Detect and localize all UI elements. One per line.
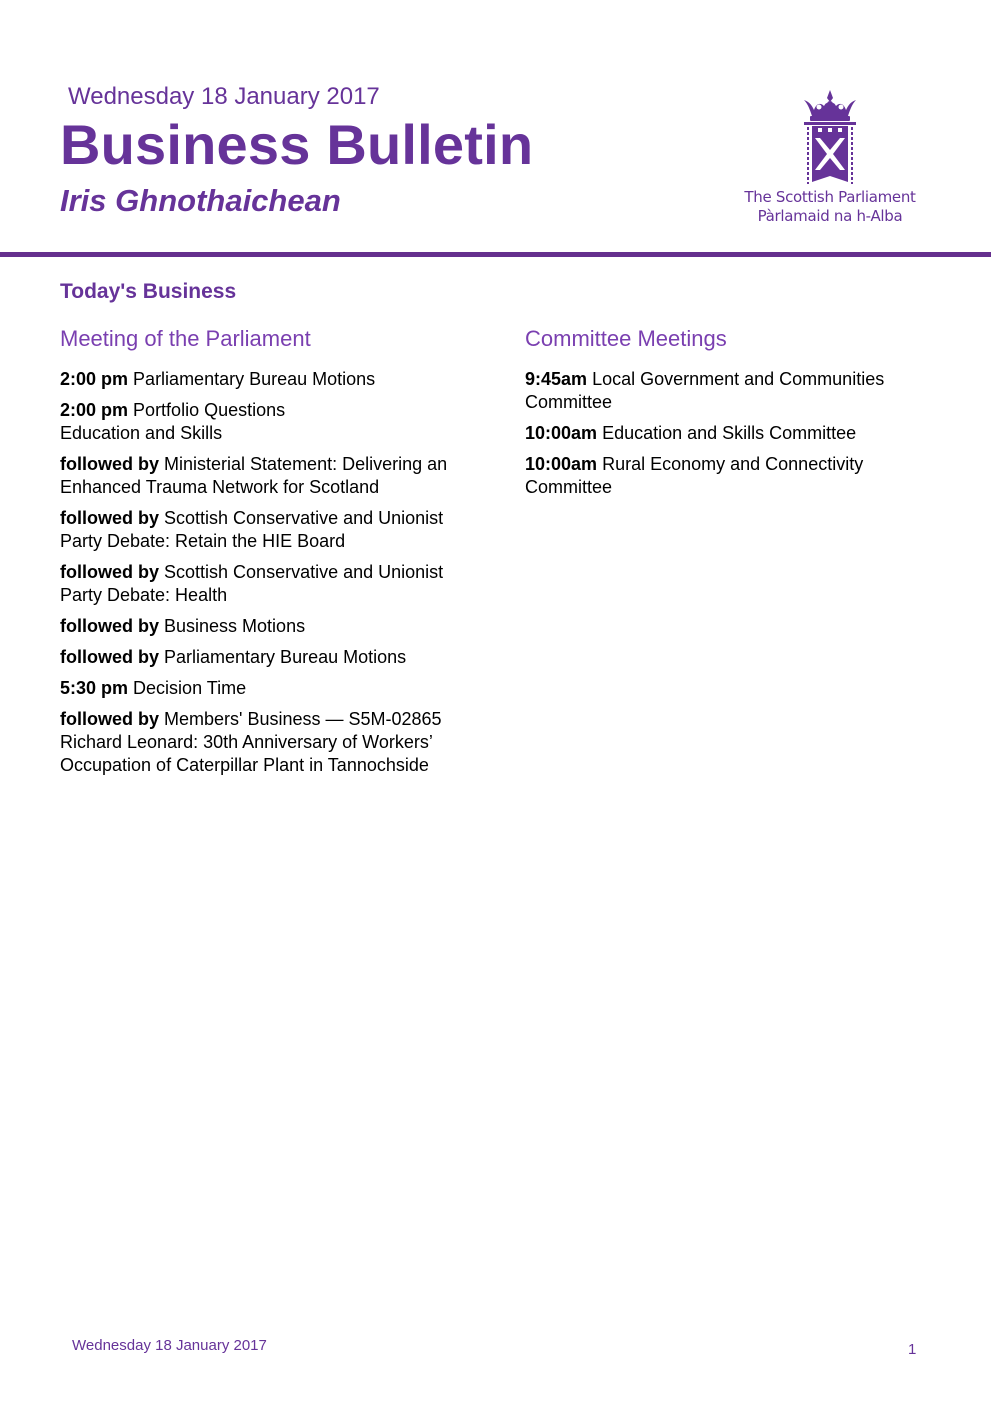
header-divider [0,252,991,257]
committee-item-name: Education and Skills Committee [602,423,857,443]
agenda-item [60,615,480,638]
committee-item [525,368,945,414]
committee-item-name: Rural Economy and Connectivity Committee [525,454,864,497]
page-title: Business Bulletin [60,113,534,176]
agenda-item [60,561,480,607]
agenda-item-text: Parliamentary Bureau Motions [164,647,407,667]
footer-date: Wednesday 18 January 2017 [72,1337,267,1354]
agenda-item [60,507,480,553]
agenda-item-time: 5:30 pm [60,678,129,698]
committee-item [525,453,945,499]
agenda-item-text: Portfolio Questions [133,400,286,420]
agenda-item-time: 2:00 pm [60,400,129,420]
parliament-logo [740,88,920,233]
todays-business-title: Today's Business [60,280,237,303]
committee-item-time: 10:00am [525,423,598,443]
logo-text-gaelic: Pàrlamaid na h-Alba [757,207,903,225]
agenda-item [60,453,480,499]
agenda-item-time: 2:00 pm [60,369,129,389]
agenda-item-lead: followed by [60,454,159,474]
agenda-item-lead: followed by [60,562,159,582]
agenda-item [60,646,480,669]
agenda-item [60,399,480,445]
committee-item-name: Local Government and Communities Committee [525,369,885,412]
agenda-item-text: Scottish Conservative and Unionist Party Debate: Retain the HIE Board [60,508,444,551]
agenda-item-text: Decision Time [133,678,247,698]
page-subtitle: Iris Ghnothaichean [60,183,341,218]
agenda-item-lead: followed by [60,647,159,667]
agenda-item-lead: followed by [60,709,159,729]
committee-item-time: 10:00am [525,454,598,474]
agenda-item-lead: followed by [60,508,159,528]
meeting-of-parliament-heading: Meeting of the Parliament [60,326,311,351]
committee-meetings-column [525,325,945,507]
agenda-item-text: Parliamentary Bureau Motions [133,369,376,389]
agenda-item [60,677,480,700]
agenda-item-text: Members' Business — S5M-02865 Richard Leonard: 30th Anniversary of Workers’ Occupation of Caterpillar Plant in Tannochside [60,709,442,775]
agenda-item-text: Scottish Conservative and Unionist Party Debate: Health [60,562,444,605]
agenda-item [60,368,480,391]
agenda-item-text: Business Motions [164,616,306,636]
agenda-item-text: Ministerial Statement: Delivering an Enhanced Trauma Network for Scotland [60,454,448,497]
scottish-parliament-crest-icon [798,88,862,188]
committee-item-time: 9:45am [525,369,588,389]
agenda-item-lead: followed by [60,616,159,636]
logo-text-english: The Scottish Parliament [744,188,916,206]
meeting-of-parliament-column [60,325,480,785]
header-date: Wednesday 18 January 2017 [68,83,380,110]
agenda-item-detail: Education and Skills [60,423,223,443]
page-number: 1 [908,1341,917,1358]
committee-meetings-heading: Committee Meetings [525,326,727,351]
agenda-item [60,708,480,777]
committee-item [525,422,945,445]
